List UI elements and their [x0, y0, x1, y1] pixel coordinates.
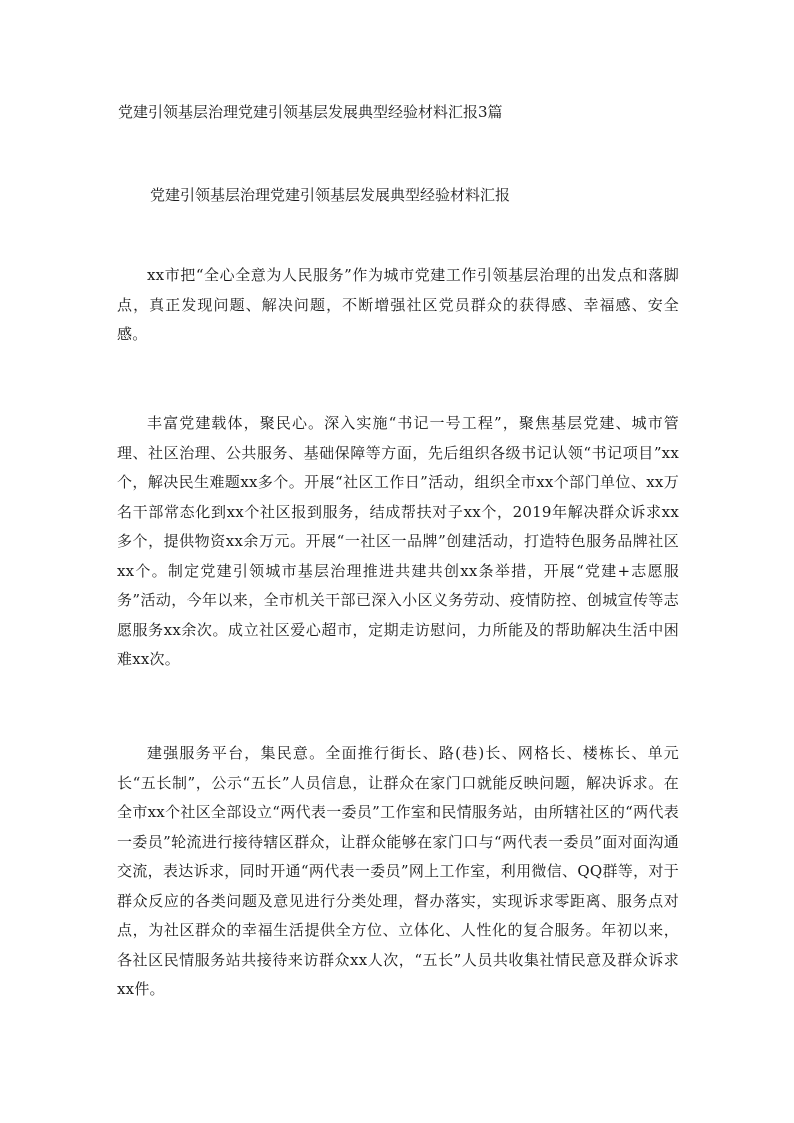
- section-title: 党建引领基层治理党建引领基层发展典型经验材料汇报: [150, 186, 511, 204]
- paragraph-party-building: 丰富党建载体，聚民心。深入实施“书记一号工程”，聚焦基层党建、城市管理、社区治理、公共服务、基础保障等方面，先后组织各级书记认领“书记项目”xx个，解决民生难题xx多个。开展“社区工作日”活动，组织全市xx个部门单位、xx万名干部常态化到xx个社区报到服务，结成帮扶对子xx个，2019年解决群众诉求xx多个，提供物资xx余万元。开展“一社区一品牌”创建活动，打造特色服务品牌社区xx个。制定党建引领城市基层治理推进共建共创xx条举措，开展“党建+志愿服务”活动，今年以来，全市机关干部已深入小区义务劳动、疫情防控、创城宣传等志愿服务xx余次。成立社区爱心超市，定期走访慰问，力所能及的帮助解决生活中困难xx次。: [117, 414, 679, 668]
- paragraph-service-platform: 建强服务平台，集民意。全面推行街长、路(巷)长、网格长、楼栋长、单元长“五长制”，公示“五长”人员信息，让群众在家门口就能反映问题，解决诉求。在全市xx个社区全部设立“两代表一委员”工作室和民情服务站，由所辖社区的“两代表一委员”轮流进行接待辖区群众，让群众能够在家门口与“两代表一委员”面对面沟通交流，表达诉求，同时开通“两代表一委员”网上工作室，利用微信、QQ群等，对于群众反应的各类问题及意见进行分类处理，督办落实，实现诉求零距离、服务点对点，为社区群众的幸福生活提供全方位、立体化、人性化的复合服务。年初以来，各社区民情服务站共接待来访群众xx人次，“五长”人员共收集社情民意及群众诉求xx件。: [117, 744, 679, 998]
- document-title: 党建引领基层治理党建引领基层发展典型经验材料汇报3篇: [118, 103, 503, 121]
- paragraph-intro: xx市把“全心全意为人民服务”作为城市党建工作引领基层治理的出发点和落脚点，真正发现问题、解决问题，不断增强社区党员群众的获得感、幸福感、安全感。: [117, 266, 679, 343]
